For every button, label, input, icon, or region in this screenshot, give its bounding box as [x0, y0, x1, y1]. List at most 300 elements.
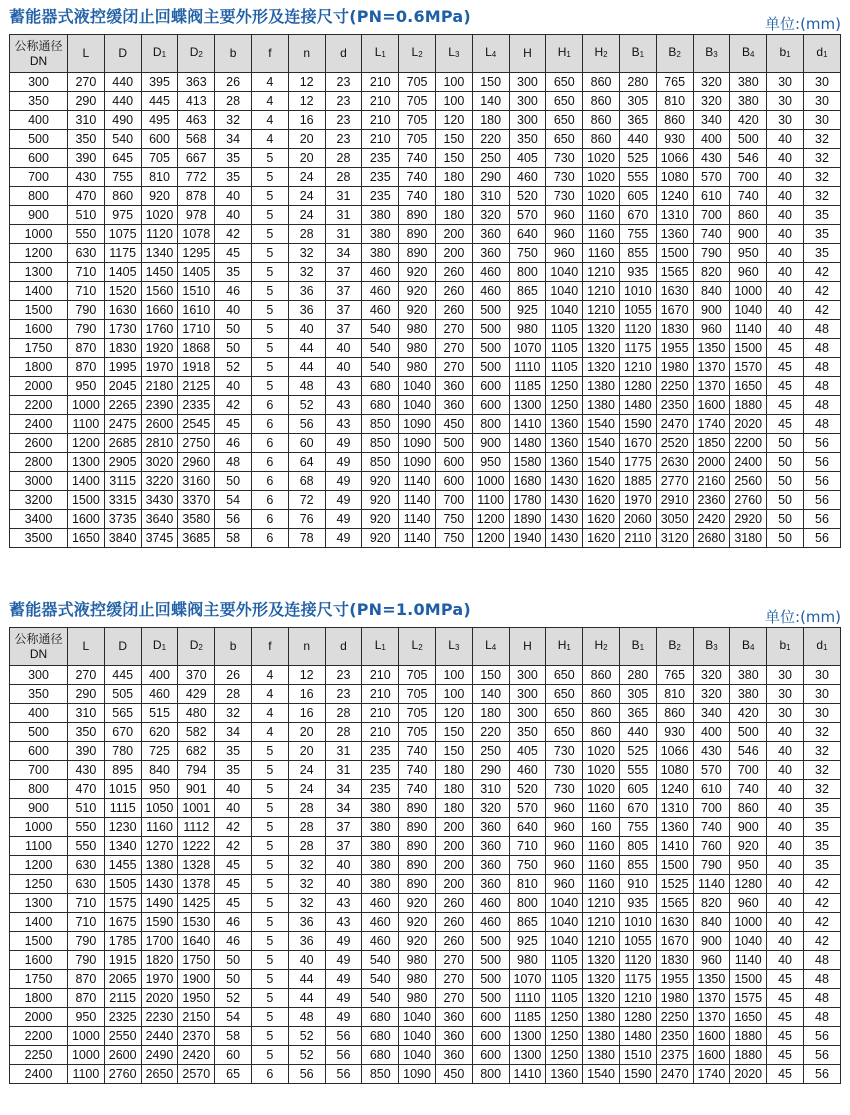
table-cell: 1020: [141, 206, 178, 225]
table-cell: 725: [141, 742, 178, 761]
table-cell: 1660: [141, 301, 178, 320]
dn-cell: 2000: [10, 377, 68, 396]
table-cell: 150: [472, 666, 509, 685]
table-cell: 667: [178, 149, 215, 168]
table-cell: 380: [730, 685, 767, 704]
table-cell: 360: [435, 377, 472, 396]
table-cell: 1425: [178, 894, 215, 913]
table-cell: 420: [730, 111, 767, 130]
table-cell: 31: [325, 187, 362, 206]
table-cell: 1320: [583, 951, 620, 970]
table-cell: 1055: [619, 301, 656, 320]
table-cell: 1175: [619, 970, 656, 989]
table-cell: 1250: [546, 377, 583, 396]
column-header-text: L: [411, 45, 419, 59]
table-cell: 2470: [656, 415, 693, 434]
column-header: [656, 628, 693, 666]
table-cell: 12: [288, 73, 325, 92]
table-cell: 855: [619, 244, 656, 263]
table-cell: 35: [215, 742, 252, 761]
table-cell: 920: [141, 187, 178, 206]
table-cell: 160: [583, 818, 620, 837]
table-cell: 650: [546, 73, 583, 92]
table-cell: 50: [215, 339, 252, 358]
table-cell: 730: [546, 742, 583, 761]
table-cell: 978: [178, 206, 215, 225]
table-cell: 30: [767, 704, 804, 723]
table-cell: 850: [362, 453, 399, 472]
table-cell: 960: [546, 225, 583, 244]
table-cell: 1320: [583, 339, 620, 358]
table-cell: 300: [509, 666, 546, 685]
table-cell: 49: [325, 932, 362, 951]
table-cell: 250: [472, 149, 509, 168]
table-cell: 895: [104, 761, 141, 780]
table-cell: 37: [325, 301, 362, 320]
table-cell: 5: [251, 894, 288, 913]
column-header: [362, 35, 399, 73]
table-cell: 210: [362, 130, 399, 149]
column-header-subscript: 1: [639, 643, 645, 652]
table-row: [10, 111, 841, 130]
table-cell: 1500: [730, 970, 767, 989]
table-cell: 3840: [104, 529, 141, 548]
table-cell: 150: [435, 130, 472, 149]
column-header-text: f: [268, 46, 272, 60]
column-header-subscript: 3: [454, 50, 460, 59]
table-cell: 2350: [656, 396, 693, 415]
table-cell: 1280: [619, 377, 656, 396]
table-cell: 2570: [178, 1065, 215, 1084]
column-header: [730, 35, 767, 73]
table-cell: 58: [215, 529, 252, 548]
table-cell: 48: [288, 377, 325, 396]
table-cell: 2180: [141, 377, 178, 396]
column-header: [325, 35, 362, 73]
table-cell: 1078: [178, 225, 215, 244]
table-section-pn06: [9, 0, 841, 548]
table-cell: 180: [435, 206, 472, 225]
table-cell: 2440: [141, 1027, 178, 1046]
table-cell: 1955: [656, 970, 693, 989]
table-row: [10, 396, 841, 415]
table-cell: 32: [288, 263, 325, 282]
table-row: [10, 1046, 841, 1065]
table-cell: 460: [472, 894, 509, 913]
table-cell: 1430: [546, 491, 583, 510]
table-cell: 42: [215, 396, 252, 415]
table-cell: 890: [399, 856, 436, 875]
dn-cell: 1600: [10, 951, 68, 970]
table-cell: 730: [546, 187, 583, 206]
table-cell: 700: [435, 491, 472, 510]
table-cell: 1105: [546, 951, 583, 970]
table-cell: 1590: [619, 1065, 656, 1084]
table-cell: 1300: [509, 1027, 546, 1046]
table-cell: 950: [141, 780, 178, 799]
table-row: [10, 1008, 841, 1027]
column-header: [693, 628, 730, 666]
table-cell: 740: [399, 780, 436, 799]
table-cell: 305: [619, 92, 656, 111]
table-cell: 1040: [730, 301, 767, 320]
table-cell: 310: [472, 780, 509, 799]
column-header-text: L: [448, 45, 455, 59]
table-cell: 730: [546, 168, 583, 187]
table-cell: 2020: [730, 415, 767, 434]
table-cell: 24: [288, 168, 325, 187]
table-row: [10, 92, 841, 111]
table-cell: 40: [767, 168, 804, 187]
dn-cell: 1300: [10, 894, 68, 913]
column-header: [583, 35, 620, 73]
table-cell: 1140: [399, 510, 436, 529]
table-cell: 1115: [104, 799, 141, 818]
table-cell: 740: [730, 187, 767, 206]
table-cell: 1455: [104, 856, 141, 875]
column-header: [435, 628, 472, 666]
dn-cell: 1800: [10, 358, 68, 377]
table-cell: 705: [399, 73, 436, 92]
table-cell: 1730: [104, 320, 141, 339]
table-cell: 40: [767, 206, 804, 225]
table-cell: 2265: [104, 396, 141, 415]
table-cell: 1480: [619, 396, 656, 415]
table-cell: 54: [215, 1008, 252, 1027]
column-header-text: L: [374, 45, 382, 59]
table-cell: 150: [435, 742, 472, 761]
column-header: [509, 628, 546, 666]
table-cell: 700: [730, 761, 767, 780]
table-cell: 460: [509, 168, 546, 187]
table-cell: 794: [178, 761, 215, 780]
table-cell: 890: [399, 799, 436, 818]
table-cell: 1070: [509, 970, 546, 989]
table-cell: 650: [546, 92, 583, 111]
table-cell: 23: [325, 92, 362, 111]
table-cell: 56: [803, 1046, 840, 1065]
table-cell: 30: [803, 73, 840, 92]
table-cell: 40: [767, 894, 804, 913]
table-cell: 790: [693, 856, 730, 875]
table-cell: 750: [509, 244, 546, 263]
dn-cell: 3500: [10, 529, 68, 548]
dn-cell: 500: [10, 130, 68, 149]
table-cell: 49: [325, 510, 362, 529]
table-cell: 1360: [546, 1065, 583, 1084]
table-cell: 290: [68, 92, 105, 111]
table-cell: 1112: [178, 818, 215, 837]
table-cell: 1210: [619, 989, 656, 1008]
table-cell: 360: [472, 244, 509, 263]
table-cell: 1210: [583, 932, 620, 951]
table-cell: 5: [251, 320, 288, 339]
column-header-text: B: [742, 638, 751, 652]
table-cell: 2250: [656, 1008, 693, 1027]
table-cell: 495: [141, 111, 178, 130]
table-cell: 360: [435, 1027, 472, 1046]
table-cell: 930: [656, 723, 693, 742]
table-cell: 180: [435, 187, 472, 206]
table-row: [10, 989, 841, 1008]
table-row: [10, 723, 841, 742]
table-cell: 755: [104, 168, 141, 187]
table-cell: 16: [288, 111, 325, 130]
dn-cell: 600: [10, 149, 68, 168]
table-cell: 820: [693, 894, 730, 913]
table-cell: 37: [325, 263, 362, 282]
table-cell: 350: [509, 723, 546, 742]
table-cell: 350: [68, 723, 105, 742]
table-cell: 460: [141, 685, 178, 704]
table-cell: 20: [288, 742, 325, 761]
table-cell: 1280: [730, 875, 767, 894]
table-cell: 380: [730, 73, 767, 92]
table-cell: 640: [509, 818, 546, 837]
table-cell: 1378: [178, 875, 215, 894]
table-cell: 980: [399, 970, 436, 989]
table-cell: 1140: [730, 320, 767, 339]
table-cell: 36: [288, 282, 325, 301]
table-cell: 200: [435, 244, 472, 263]
column-header: [104, 35, 141, 73]
table-cell: 6: [251, 472, 288, 491]
table-cell: 755: [619, 225, 656, 244]
table-cell: 3315: [104, 491, 141, 510]
table-cell: 980: [509, 320, 546, 339]
table-cell: 1640: [178, 932, 215, 951]
column-header-text: b: [779, 638, 787, 652]
table-cell: 460: [472, 282, 509, 301]
table-cell: 510: [68, 206, 105, 225]
table-cell: 2475: [104, 415, 141, 434]
table-cell: 1210: [583, 894, 620, 913]
table-cell: 440: [104, 73, 141, 92]
table-cell: 2000: [693, 453, 730, 472]
section-header: [9, 0, 841, 34]
table-cell: 650: [546, 111, 583, 130]
table-cell: 1340: [141, 244, 178, 263]
table-cell: 800: [472, 1065, 509, 1084]
table-cell: 1160: [583, 799, 620, 818]
table-cell: 630: [68, 244, 105, 263]
table-cell: 40: [767, 301, 804, 320]
table-cell: 500: [472, 320, 509, 339]
table-cell: 960: [546, 244, 583, 263]
table-cell: 200: [435, 837, 472, 856]
table-cell: 35: [803, 244, 840, 263]
table-cell: 920: [362, 510, 399, 529]
table-cell: 780: [104, 742, 141, 761]
column-header: [472, 35, 509, 73]
table-cell: 470: [68, 780, 105, 799]
table-cell: 1405: [178, 263, 215, 282]
table-cell: 460: [362, 282, 399, 301]
column-header: [288, 35, 325, 73]
table-cell: 210: [362, 111, 399, 130]
table-cell: 1600: [693, 396, 730, 415]
table-cell: 5: [251, 377, 288, 396]
column-header-subscript: 1: [161, 50, 167, 59]
table-cell: 1210: [619, 358, 656, 377]
table-cell: 1450: [141, 263, 178, 282]
table-cell: 710: [68, 894, 105, 913]
table-cell: 920: [362, 472, 399, 491]
table-cell: 520: [509, 780, 546, 799]
table-cell: 300: [509, 685, 546, 704]
table-cell: 20: [288, 723, 325, 742]
table-cell: 1210: [583, 263, 620, 282]
table-cell: 1565: [656, 263, 693, 282]
table-cell: 2230: [141, 1008, 178, 1027]
table-cell: 840: [693, 282, 730, 301]
table-cell: 460: [362, 263, 399, 282]
table-row: [10, 358, 841, 377]
table-cell: 430: [68, 168, 105, 187]
table-cell: 40: [767, 225, 804, 244]
table-cell: 630: [68, 856, 105, 875]
table-cell: 1540: [583, 1065, 620, 1084]
table-cell: 870: [68, 339, 105, 358]
table-cell: 650: [546, 704, 583, 723]
dn-cell: 1500: [10, 932, 68, 951]
table-cell: 900: [693, 301, 730, 320]
table-cell: 56: [325, 1065, 362, 1084]
table-cell: 610: [693, 780, 730, 799]
table-cell: 37: [325, 837, 362, 856]
column-header-text: D: [118, 639, 128, 653]
table-cell: 1080: [656, 761, 693, 780]
table-cell: 380: [362, 799, 399, 818]
table-cell: 460: [362, 894, 399, 913]
table-cell: 1066: [656, 149, 693, 168]
table-cell: 5: [251, 301, 288, 320]
table-cell: 49: [325, 989, 362, 1008]
dn-cell: 400: [10, 111, 68, 130]
table-cell: 68: [288, 472, 325, 491]
table-cell: 800: [472, 415, 509, 434]
table-cell: 40: [325, 339, 362, 358]
table-cell: 1380: [141, 856, 178, 875]
table-cell: 540: [104, 130, 141, 149]
table-cell: 2060: [619, 510, 656, 529]
dn-cell: 1000: [10, 818, 68, 837]
table-cell: 920: [399, 263, 436, 282]
table-cell: 360: [435, 1008, 472, 1027]
table-row: [10, 818, 841, 837]
column-header: [178, 35, 215, 73]
dn-cell: 1300: [10, 263, 68, 282]
table-cell: 5: [251, 761, 288, 780]
table-cell: 980: [399, 339, 436, 358]
table-cell: 1055: [619, 932, 656, 951]
column-header-dn: [10, 628, 68, 666]
column-header: [141, 35, 178, 73]
table-cell: 380: [362, 244, 399, 263]
table-cell: 3745: [141, 529, 178, 548]
table-cell: 500: [730, 723, 767, 742]
table-cell: 2150: [178, 1008, 215, 1027]
table-cell: 1630: [656, 913, 693, 932]
column-header-text: H: [557, 45, 567, 59]
table-cell: 500: [472, 970, 509, 989]
column-header-text: L: [485, 45, 492, 59]
table-cell: 500: [435, 434, 472, 453]
table-cell: 1320: [583, 320, 620, 339]
table-cell: 1320: [583, 989, 620, 1008]
table-cell: 235: [362, 149, 399, 168]
table-cell: 1210: [583, 282, 620, 301]
table-cell: 270: [435, 989, 472, 1008]
table-cell: 920: [399, 282, 436, 301]
table-cell: 3640: [141, 510, 178, 529]
table-cell: 960: [546, 818, 583, 837]
table-cell: 1540: [583, 415, 620, 434]
table-cell: 2160: [693, 472, 730, 491]
table-cell: 45: [215, 875, 252, 894]
table-cell: 860: [583, 92, 620, 111]
table-cell: 1540: [583, 434, 620, 453]
table-section-pn10: [9, 593, 841, 1084]
table-cell: 24: [288, 206, 325, 225]
table-cell: 1650: [730, 377, 767, 396]
table-cell: 40: [767, 761, 804, 780]
table-cell: 510: [68, 799, 105, 818]
table-cell: 555: [619, 761, 656, 780]
table-cell: 1222: [178, 837, 215, 856]
table-cell: 1328: [178, 856, 215, 875]
table-cell: 440: [104, 92, 141, 111]
table-cell: 280: [619, 73, 656, 92]
table-cell: 1110: [509, 989, 546, 1008]
table-cell: 1565: [656, 894, 693, 913]
table-cell: 5: [251, 837, 288, 856]
table-cell: 120: [435, 704, 472, 723]
table-cell: 6: [251, 491, 288, 510]
table-cell: 960: [546, 856, 583, 875]
table-row: [10, 225, 841, 244]
table-cell: 200: [435, 875, 472, 894]
table-cell: 350: [509, 130, 546, 149]
dn-cell: 350: [10, 92, 68, 111]
table-cell: 765: [656, 666, 693, 685]
table-cell: 540: [362, 970, 399, 989]
table-cell: 260: [435, 282, 472, 301]
table-cell: 35: [803, 856, 840, 875]
table-row: [10, 970, 841, 989]
dn-cell: 1200: [10, 244, 68, 263]
header-row: [10, 628, 841, 666]
dn-cell: 900: [10, 206, 68, 225]
table-row: [10, 339, 841, 358]
table-cell: 49: [325, 472, 362, 491]
table-cell: 40: [767, 244, 804, 263]
table-cell: 1410: [656, 837, 693, 856]
table-cell: 1080: [656, 168, 693, 187]
table-cell: 37: [325, 320, 362, 339]
table-cell: 2550: [104, 1027, 141, 1046]
table-cell: 565: [104, 704, 141, 723]
table-cell: 180: [472, 111, 509, 130]
table-cell: 1090: [399, 453, 436, 472]
dn-cell: 2400: [10, 1065, 68, 1084]
dn-cell: 1750: [10, 339, 68, 358]
table-cell: 210: [362, 666, 399, 685]
column-header-text: b: [779, 45, 787, 59]
table-cell: 16: [288, 704, 325, 723]
table-cell: 2420: [693, 510, 730, 529]
table-cell: 50: [767, 453, 804, 472]
